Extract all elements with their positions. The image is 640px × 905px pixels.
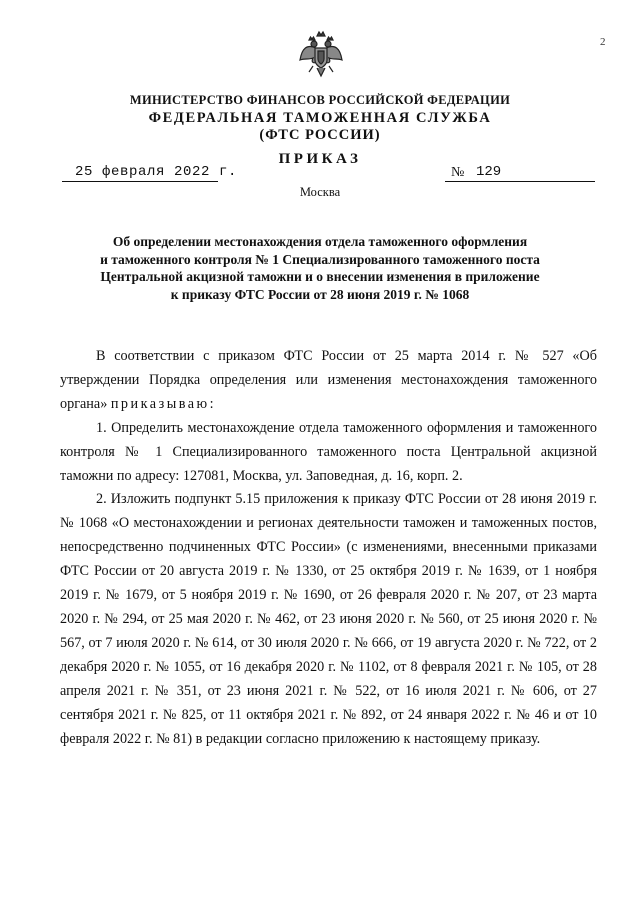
date-underline <box>62 181 218 182</box>
item-2-paragraph: 2. Изложить подпункт 5.15 приложения к приказу ФТС России от 28 июня 2019 г. № 1068 «О местонахождении и регионах деятельности таможен и таможенных постов, непосредственно подчиненных ФТС России» (с изменениями, внесенными приказами ФТС России от 20 августа 2019 г. № 1330, от 25 октября 2019 г. № 1639, от 1 ноября 2019 г. № 1679, от 5 ноября 2019 г. № 1690, от 26 февраля 2020 г. № 207, от 23 марта 2020 г. № 294, от 25 мая 2020 г. № 462, от 23 июня 2020 г. № 560, от 25 июня 2020 г. № 567, от 7 июля 2020 г. № 614, от 30 июля 2020 г. № 666, от 19 августа 2020 г. № 722, от 2 декабря 2020 г. № 1055, от 16 декабря 2020 г. № 1102, от 8 февраля 2021 г. № 105, от 28 апреля 2021 г. № 351, от 23 июня 2021 г. № 522, от 16 июля 2021 г. № 606, от 27 сентября 2021 г. № 825, от 11 октября 2021 г. № 892, от 24 января 2022 г. № 46 и от 10 февраля 2022 г. № 81) в редакции согласно приложению к настоящему приказу. <box>60 491 597 747</box>
service-name: ФЕДЕРАЛЬНАЯ ТАМОЖЕННАЯ СЛУЖБА <box>148 110 492 126</box>
intro-text: В соответствии с приказом ФТС России от 25 марта 2014 г. № 527 «Об утверждении Порядка определения или изменения местонахождения таможенного органа» <box>60 348 597 412</box>
document-date: 25 февраля 2022 г. <box>75 164 238 180</box>
title-line: Центральной акцизной таможни и о внесении изменения в приложение <box>100 269 540 284</box>
title-line: Об определении местонахождения отдела таможенного оформления <box>112 234 528 249</box>
order-word: приказываю: <box>110 395 217 412</box>
intro-paragraph <box>60 345 597 417</box>
ministry-name: МИНИСТЕРСТВО ФИНАНСОВ РОССИЙСКОЙ ФЕДЕРАЦИИ <box>129 93 511 107</box>
item-1-paragraph: 1. Определить местонахождение отдела таможенного оформления и таможенного контроля № 1 Специализированного таможенного поста Центральной акцизной таможни по адресу: 127081, Москва, ул. Заповедная, д. 16, корп. 2. <box>60 419 597 484</box>
page-number: 2 <box>600 36 606 48</box>
number-label: № <box>451 165 465 180</box>
document-type: ПРИКАЗ <box>278 151 362 167</box>
russian-coat-of-arms-icon <box>299 30 343 78</box>
service-short-name: (ФТС РОССИИ) <box>259 127 381 143</box>
number-underline <box>445 181 595 182</box>
document-number: 129 <box>476 164 502 180</box>
document-body <box>60 345 597 751</box>
title-line: к приказу ФТС России от 28 июня 2019 г. № 1068 <box>170 286 470 302</box>
city: Москва <box>299 185 341 199</box>
document-title <box>70 233 570 303</box>
title-line: и таможенного контроля № 1 Специализированного таможенного поста <box>100 251 540 267</box>
